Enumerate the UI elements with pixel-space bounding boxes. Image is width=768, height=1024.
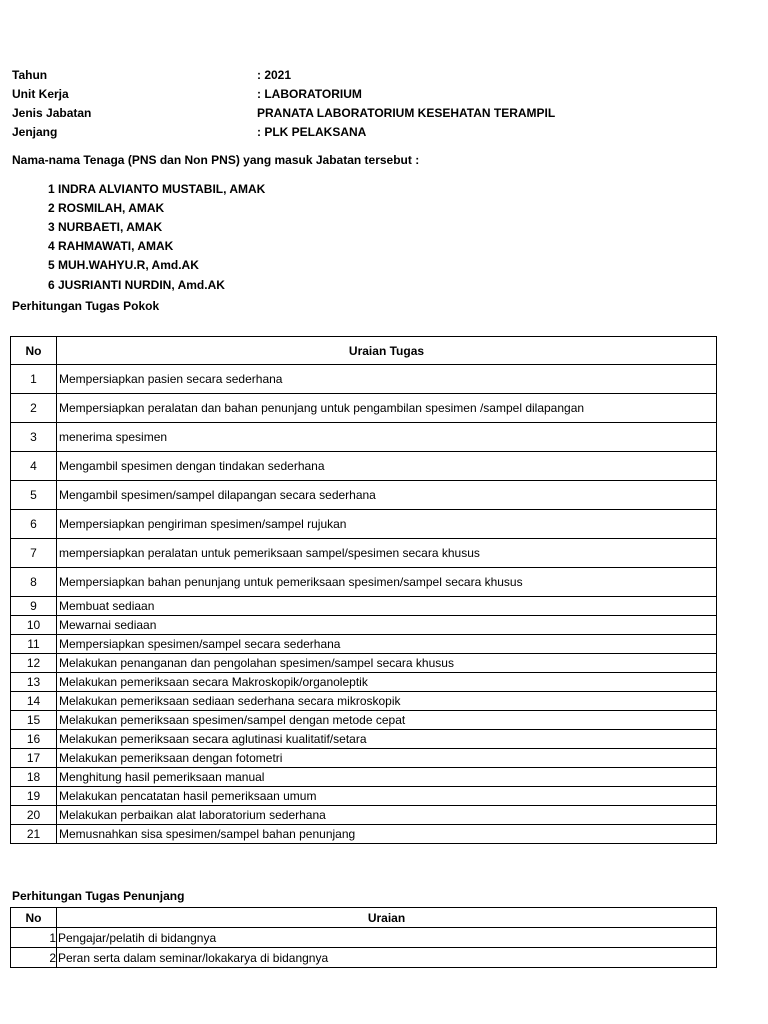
- row-no: 4: [11, 452, 57, 481]
- table-row: [11, 365, 717, 394]
- row-text: Melakukan pencatatan hasil pemeriksaan umum: [57, 787, 717, 806]
- table-row: [11, 825, 717, 844]
- table-row: [11, 635, 717, 654]
- info-label-jenis-jabatan: Jenis Jabatan: [12, 106, 92, 120]
- row-no: 2: [11, 394, 57, 423]
- info-value-jenjang: : PLK PELAKSANA: [257, 125, 367, 139]
- row-no: 7: [11, 539, 57, 568]
- names-title: Nama-nama Tenaga (PNS dan Non PNS) yang masuk Jabatan tersebut :: [12, 153, 420, 167]
- column-header-uraian: Uraian: [57, 908, 717, 928]
- row-text: Mengambil spesimen/sampel dilapangan secara sederhana: [57, 481, 717, 510]
- info-label-unit-kerja: Unit Kerja: [12, 87, 69, 101]
- table-header-row: [11, 908, 717, 928]
- list-item: 1 INDRA ALVIANTO MUSTABIL, AMAK: [48, 182, 266, 196]
- row-no: 16: [11, 730, 57, 749]
- row-no: 13: [11, 673, 57, 692]
- row-text: Mewarnai sediaan: [57, 616, 717, 635]
- row-no: 21: [11, 825, 57, 844]
- table-row: [11, 928, 717, 948]
- row-text: Melakukan pemeriksaan secara aglutinasi kualitatif/setara: [57, 730, 717, 749]
- table-row: [11, 452, 717, 481]
- table-row: [11, 510, 717, 539]
- row-text: Melakukan pemeriksaan spesimen/sampel dengan metode cepat: [57, 711, 717, 730]
- row-no: 9: [11, 597, 57, 616]
- table-row: [11, 481, 717, 510]
- table-header-row: [11, 337, 717, 365]
- info-value-jenis-jabatan: PRANATA LABORATORIUM KESEHATAN TERAMPIL: [257, 106, 556, 120]
- row-text: Melakukan penanganan dan pengolahan spesimen/sampel secara khusus: [57, 654, 717, 673]
- list-item: 4 RAHMAWATI, AMAK: [48, 239, 174, 253]
- table-row: [11, 423, 717, 452]
- section-title-penunjang: Perhitungan Tugas Penunjang: [12, 889, 185, 903]
- row-text: menerima spesimen: [57, 423, 717, 452]
- row-no: 3: [11, 423, 57, 452]
- row-text: Membuat sediaan: [57, 597, 717, 616]
- list-item: 3 NURBAETI, AMAK: [48, 220, 163, 234]
- table-row: [11, 948, 717, 968]
- info-label-jenjang: Jenjang: [12, 125, 58, 139]
- row-text: Melakukan pemeriksaan dengan fotometri: [57, 749, 717, 768]
- table-row: [11, 616, 717, 635]
- row-text: Pengajar/pelatih di bidangnya: [57, 928, 717, 948]
- row-text: Mempersiapkan pasien secara sederhana: [57, 365, 717, 394]
- info-value-tahun: : 2021: [257, 68, 292, 82]
- info-label-tahun: Tahun: [12, 68, 48, 82]
- row-text: Melakukan pemeriksaan secara Makroskopik/organoleptik: [57, 673, 717, 692]
- row-no: 10: [11, 616, 57, 635]
- row-text: Mempersiapkan bahan penunjang untuk pemeriksaan spesimen/sampel secara khusus: [57, 568, 717, 597]
- tugas-pokok-table: [10, 336, 717, 844]
- info-value-unit-kerja: : LABORATORIUM: [257, 87, 362, 101]
- table-row: [11, 597, 717, 616]
- table-row: [11, 394, 717, 423]
- table-row: [11, 711, 717, 730]
- list-item: 5 MUH.WAHYU.R, Amd.AK: [48, 258, 199, 272]
- column-header-no: No: [11, 337, 57, 365]
- row-text: Menghitung hasil pemeriksaan manual: [57, 768, 717, 787]
- row-text: Mengambil spesimen dengan tindakan sederhana: [57, 452, 717, 481]
- tugas-penunjang-table: [10, 907, 717, 968]
- table-row: [11, 673, 717, 692]
- row-text: Mempersiapkan pengiriman spesimen/sampel rujukan: [57, 510, 717, 539]
- row-text: Melakukan perbaikan alat laboratorium sederhana: [57, 806, 717, 825]
- table-row: [11, 749, 717, 768]
- table-row: [11, 768, 717, 787]
- row-no: 2: [11, 948, 57, 968]
- row-text: Mempersiapkan peralatan dan bahan penunjang untuk pengambilan spesimen /sampel dilapangan: [57, 394, 717, 423]
- row-text: Peran serta dalam seminar/lokakarya di bidangnya: [57, 948, 717, 968]
- row-no: 19: [11, 787, 57, 806]
- row-no: 12: [11, 654, 57, 673]
- row-no: 18: [11, 768, 57, 787]
- row-no: 11: [11, 635, 57, 654]
- table-row: [11, 787, 717, 806]
- table-row: [11, 654, 717, 673]
- row-no: 6: [11, 510, 57, 539]
- table-row: [11, 539, 717, 568]
- row-no: 15: [11, 711, 57, 730]
- table-row: [11, 692, 717, 711]
- row-text: Melakukan pemeriksaan sediaan sederhana secara mikroskopik: [57, 692, 717, 711]
- table-row: [11, 806, 717, 825]
- row-text: Memusnahkan sisa spesimen/sampel bahan penunjang: [57, 825, 717, 844]
- list-item: 6 JUSRIANTI NURDIN, Amd.AK: [48, 278, 225, 292]
- row-no: 14: [11, 692, 57, 711]
- table-row: [11, 730, 717, 749]
- table-row: [11, 568, 717, 597]
- row-text: mempersiapkan peralatan untuk pemeriksaan sampel/spesimen secara khusus: [57, 539, 717, 568]
- list-item: 2 ROSMILAH, AMAK: [48, 201, 165, 215]
- row-no: 5: [11, 481, 57, 510]
- column-header-no: No: [11, 908, 57, 928]
- column-header-uraian: Uraian Tugas: [57, 337, 717, 365]
- row-no: 1: [11, 928, 57, 948]
- row-no: 1: [11, 365, 57, 394]
- section-title-pokok: Perhitungan Tugas Pokok: [12, 299, 160, 313]
- row-no: 8: [11, 568, 57, 597]
- row-no: 17: [11, 749, 57, 768]
- row-no: 20: [11, 806, 57, 825]
- row-text: Mempersiapkan spesimen/sampel secara sederhana: [57, 635, 717, 654]
